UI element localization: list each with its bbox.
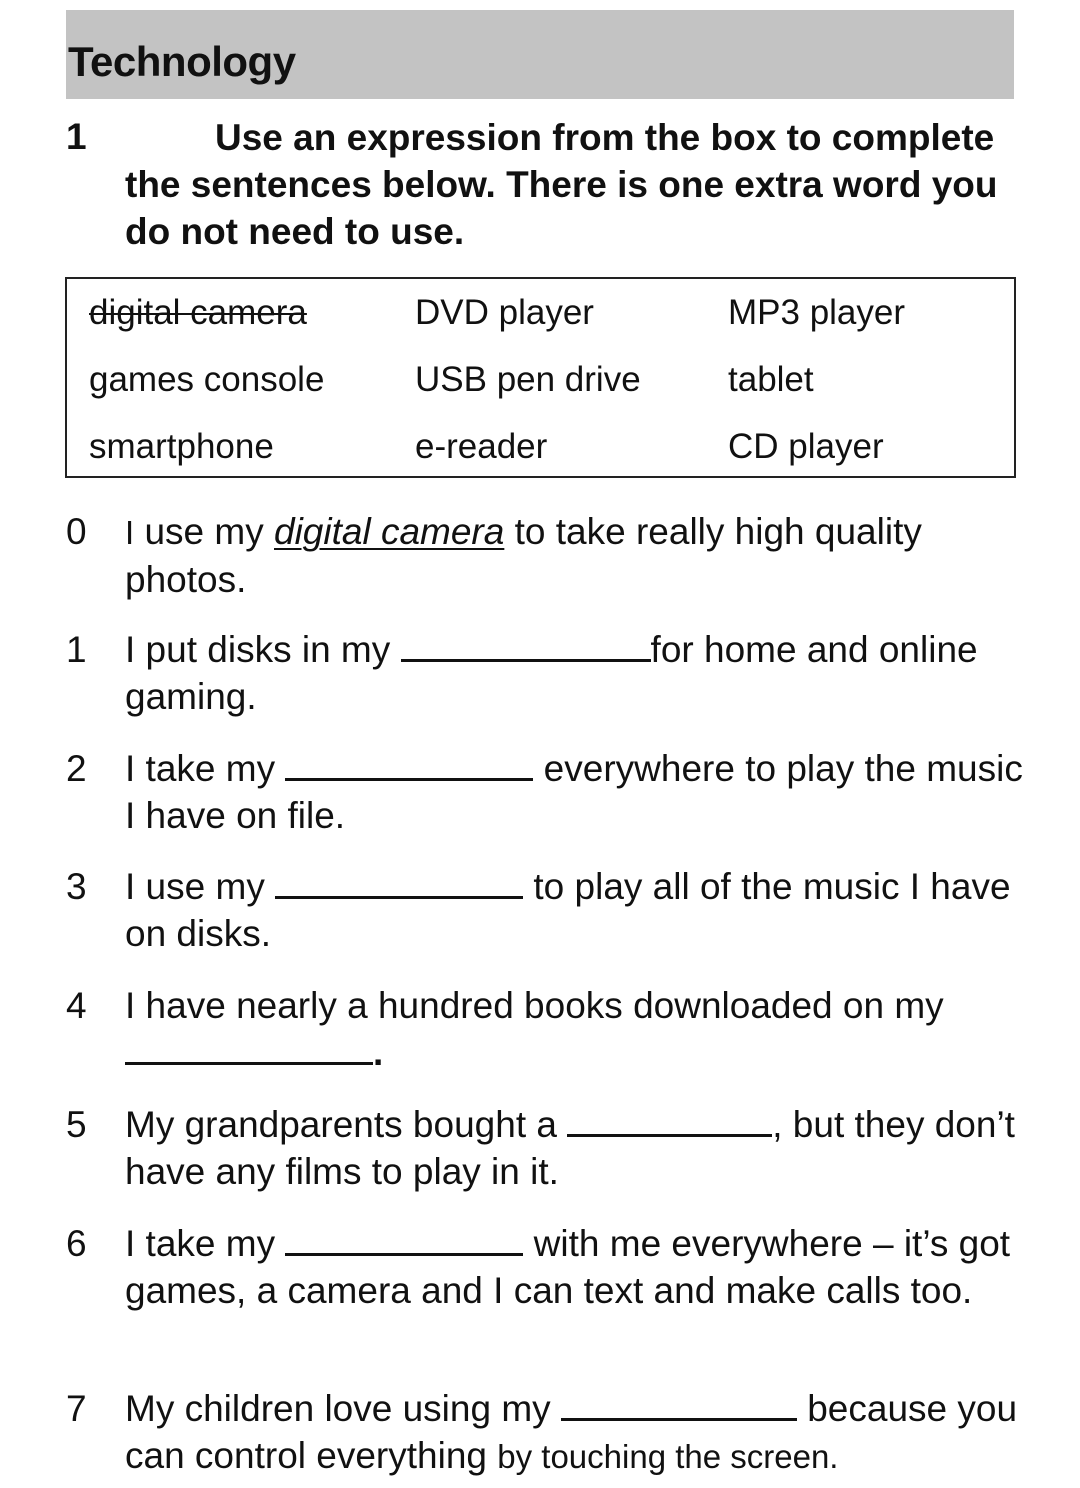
item-text-after: for home and online gaming. (125, 629, 978, 717)
item-text-after: everywhere to play the music I have on file. (125, 748, 1023, 836)
item-text-before: I take my (125, 1223, 276, 1264)
word-box-item: tablet (728, 360, 814, 399)
item-text-after: because you can control everything (125, 1388, 1018, 1476)
item-text-before: I take my (125, 748, 276, 789)
exercise-instruction: Use an expression from the box to complete the sentences below. There is one extra word you do not need to use. (125, 117, 998, 252)
word-box-item: games console (89, 360, 325, 399)
item-number: 7 (66, 1388, 87, 1429)
item-number: 4 (66, 985, 87, 1026)
item-text (125, 982, 1025, 1076)
answer-blank[interactable] (285, 748, 533, 781)
item-text-before: My children love using my (125, 1388, 551, 1429)
item-text (125, 1220, 1025, 1314)
item-number: 3 (66, 866, 87, 907)
word-box-item: smartphone (89, 427, 274, 466)
word-box (65, 277, 1016, 478)
word-box-item: MP3 player (728, 293, 906, 332)
exercise-number: 1 (66, 116, 87, 157)
item-number: 2 (66, 748, 87, 789)
answer-blank[interactable] (561, 1388, 797, 1421)
example-answer: digital camera (274, 511, 505, 552)
item-text (125, 1101, 1025, 1195)
word-box-item: e-reader (415, 427, 548, 466)
item-text-after: to play all of the music I have on disks. (125, 866, 1011, 954)
item-text-before: I put disks in my (125, 629, 391, 670)
word-box-item: USB pen drive (415, 360, 641, 399)
item-text-lead: I (125, 514, 135, 551)
item-text-after: with me everywhere – it’s got games, a camera and I can text and make calls too. (125, 1223, 1011, 1311)
item-number: 0 (66, 511, 87, 552)
answer-blank[interactable] (125, 1032, 373, 1065)
item-text-after-small: by touching the screen. (497, 1438, 839, 1475)
item-text-before: I use my (125, 866, 265, 907)
word-box-item: digital camera (89, 293, 307, 332)
item-text (125, 745, 1025, 839)
word-box-item: DVD player (415, 293, 594, 332)
word-box-item: CD player (728, 427, 884, 466)
item-text-after: , but they don’t have any films to play in it. (125, 1104, 1015, 1192)
item-text-after: . (373, 1032, 384, 1073)
item-text-before: My grandparents bought a (125, 1104, 557, 1145)
page-title: Technology (68, 38, 296, 85)
item-text-before: use my (144, 511, 264, 552)
title-bar (66, 10, 1014, 99)
item-number: 5 (66, 1104, 87, 1145)
item-text-before: I have nearly a hundred books downloaded on my (125, 985, 944, 1026)
item-text-after: to take really high quality photos. (125, 511, 922, 600)
answer-blank[interactable] (401, 629, 651, 662)
item-text (125, 626, 1025, 720)
item-text (125, 508, 1025, 603)
item-number: 1 (66, 629, 87, 670)
answer-blank[interactable] (285, 1223, 523, 1256)
item-text (125, 863, 1025, 957)
item-text (125, 1385, 1025, 1480)
answer-blank[interactable] (275, 866, 523, 899)
answer-blank[interactable] (567, 1104, 772, 1137)
item-number: 6 (66, 1223, 87, 1264)
